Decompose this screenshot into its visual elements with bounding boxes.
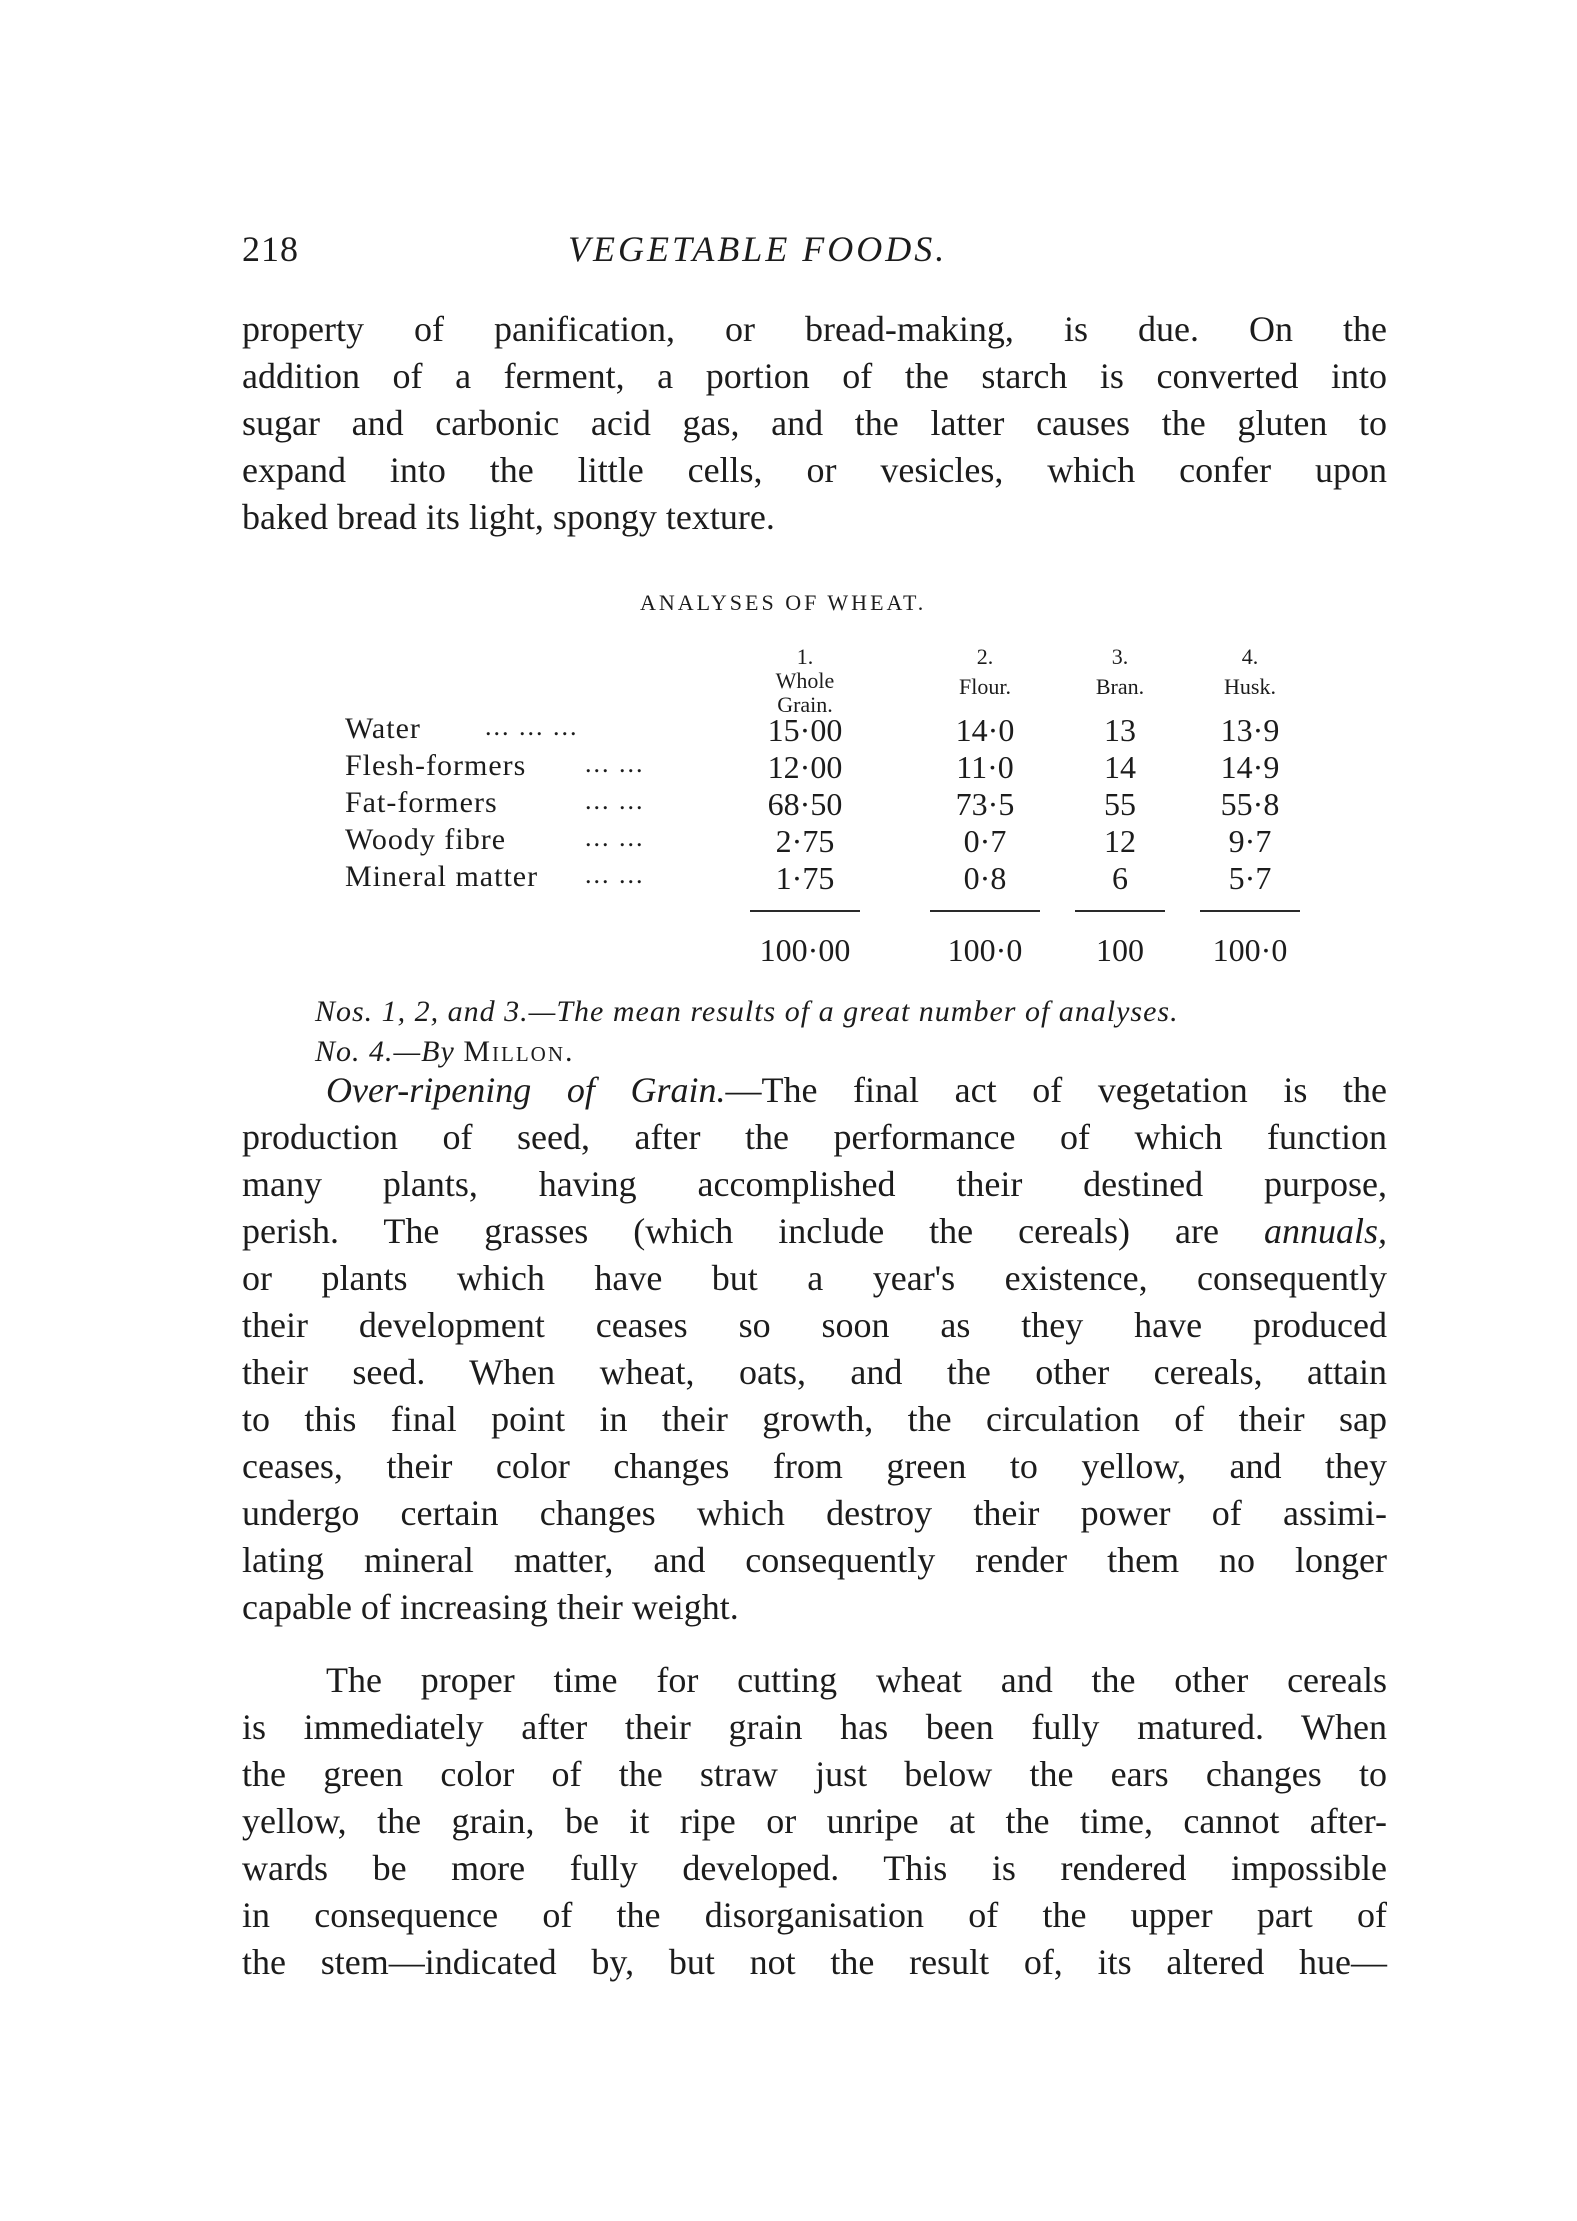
text-line: their development ceases so soon as they have produced xyxy=(242,1305,1387,1345)
total-cell: 100·0 xyxy=(947,932,1023,968)
section-heading: Over-ripening of Grain. xyxy=(326,1070,726,1110)
column-number: 4. xyxy=(1241,644,1259,669)
row-label-fat-formers: Fat-formers xyxy=(345,786,498,819)
note-prefix: No. 4.—By xyxy=(315,1035,455,1068)
table-title: ANALYSES OF WHEAT. xyxy=(640,590,927,615)
table-cell: 14·0 xyxy=(955,712,1015,748)
text-line: capable of increasing their weight. xyxy=(242,1587,739,1627)
table-cell: 68·50 xyxy=(767,786,843,822)
text-line: property of panification, or bread-making, is due. On the xyxy=(242,309,1387,349)
table-cell: 14 xyxy=(1104,749,1136,785)
note-author: Millon. xyxy=(463,1035,575,1068)
column-number: 2. xyxy=(976,644,994,669)
text-line: lating mineral matter, and consequently render them no longer xyxy=(242,1540,1387,1580)
row-label-flesh-formers: Flesh-formers xyxy=(345,749,527,782)
text-line: wards be more fully developed. This is rendered impossible xyxy=(242,1848,1387,1888)
total-rule xyxy=(750,910,860,912)
total-rule xyxy=(1200,910,1300,912)
paragraph-cutting-time xyxy=(242,1657,1387,1986)
column-number: 3. xyxy=(1111,644,1129,669)
leader-dots: ... ... xyxy=(585,786,645,815)
total-cell: 100·00 xyxy=(759,932,851,968)
column-header-whole-grain xyxy=(745,645,865,717)
table-note-2 xyxy=(315,1035,574,1069)
text-line: in consequence of the disorganisation of the upper part of xyxy=(242,1895,1387,1935)
page-number: 218 xyxy=(242,229,299,269)
text-line: baked bread its light, spongy texture. xyxy=(242,497,775,537)
text-line: many plants, having accomplished their destined purpose, xyxy=(242,1164,1387,1204)
column-header-husk xyxy=(1190,645,1310,699)
column-header-bran xyxy=(1060,645,1180,699)
table-cell: 55 xyxy=(1104,786,1136,822)
leader-dots: ... ... xyxy=(585,823,645,852)
leader-dots: ... ... xyxy=(585,749,645,778)
table-cell: 15·00 xyxy=(767,712,843,748)
text-line: the green color of the straw just below the ears changes to xyxy=(242,1754,1387,1794)
column-label: Husk. xyxy=(1224,674,1276,699)
text-line: the stem—indicated by, but not the result of, its altered hue— xyxy=(242,1942,1387,1982)
column-number: 1. xyxy=(796,644,814,669)
text-line: or plants which have but a year's existence, consequently xyxy=(242,1258,1387,1298)
text-line: their seed. When wheat, oats, and the other cereals, attain xyxy=(242,1352,1387,1392)
table-cell: 6 xyxy=(1112,860,1128,896)
table-note-1: Nos. 1, 2, and 3.—The mean results of a great number of analyses. xyxy=(315,995,1179,1028)
page-header xyxy=(242,228,1392,278)
column-label: Whole xyxy=(775,668,835,693)
table-cell: 12·00 xyxy=(767,749,843,785)
text-fragment: perish. The grasses (which include the cereals) are xyxy=(242,1211,1219,1251)
table-cell: 55·8 xyxy=(1220,786,1280,822)
table-cell: 0·7 xyxy=(963,823,1007,859)
table-cell: 5·7 xyxy=(1228,860,1272,896)
row-label-water: Water xyxy=(345,712,421,745)
emphasis: annuals, xyxy=(1264,1211,1388,1251)
text-line: to this final point in their growth, the circulation of their sap xyxy=(242,1399,1387,1439)
total-rule xyxy=(1075,910,1165,912)
table-cell: 1·75 xyxy=(775,860,835,896)
table-cell: 73·5 xyxy=(955,786,1015,822)
paragraph-over-ripening xyxy=(242,1067,1387,1631)
text-line: The proper time for cutting wheat and the other cereals xyxy=(326,1660,1387,1700)
text-line: sugar and carbonic acid gas, and the latter causes the gluten to xyxy=(242,403,1387,443)
column-label: Grain. xyxy=(777,692,833,717)
text-line: production of seed, after the performance of which function xyxy=(242,1117,1387,1157)
table-cell: 11·0 xyxy=(956,749,1014,785)
table-cell: 13 xyxy=(1104,712,1136,748)
table-cell: 13·9 xyxy=(1220,712,1280,748)
paragraph-panification xyxy=(242,306,1387,541)
total-rule xyxy=(930,910,1040,912)
table-cell: 2·75 xyxy=(775,823,835,859)
table-cell: 14·9 xyxy=(1220,749,1280,785)
table-cell: 0·8 xyxy=(963,860,1007,896)
total-cell: 100·0 xyxy=(1212,932,1288,968)
total-cell: 100 xyxy=(1096,932,1144,968)
text-line: ceases, their color changes from green to yellow, and they xyxy=(242,1446,1387,1486)
text-fragment: —The final act of vegetation is the xyxy=(725,1070,1387,1110)
table-cell: 12 xyxy=(1104,823,1136,859)
column-header-flour xyxy=(925,645,1045,699)
row-label-mineral-matter: Mineral matter xyxy=(345,860,539,893)
text-line: is immediately after their grain has been fully matured. When xyxy=(242,1707,1387,1747)
column-label: Bran. xyxy=(1095,674,1145,699)
text-line: expand into the little cells, or vesicles, which confer upon xyxy=(242,450,1387,490)
text-line xyxy=(242,1067,1387,1114)
text-line: yellow, the grain, be it ripe or unripe at the time, cannot after- xyxy=(242,1801,1387,1841)
text-line xyxy=(242,1208,1387,1255)
leader-dots: ... ... xyxy=(585,860,645,889)
column-label: Flour. xyxy=(959,674,1011,699)
text-line: addition of a ferment, a portion of the starch is converted into xyxy=(242,356,1387,396)
text-line: undergo certain changes which destroy their power of assimi- xyxy=(242,1493,1387,1533)
leader-dots: ... ... ... xyxy=(485,712,579,741)
running-head: VEGETABLE FOODS. xyxy=(568,229,948,269)
table-cell: 9·7 xyxy=(1228,823,1272,859)
row-label-woody-fibre: Woody fibre xyxy=(345,823,507,856)
